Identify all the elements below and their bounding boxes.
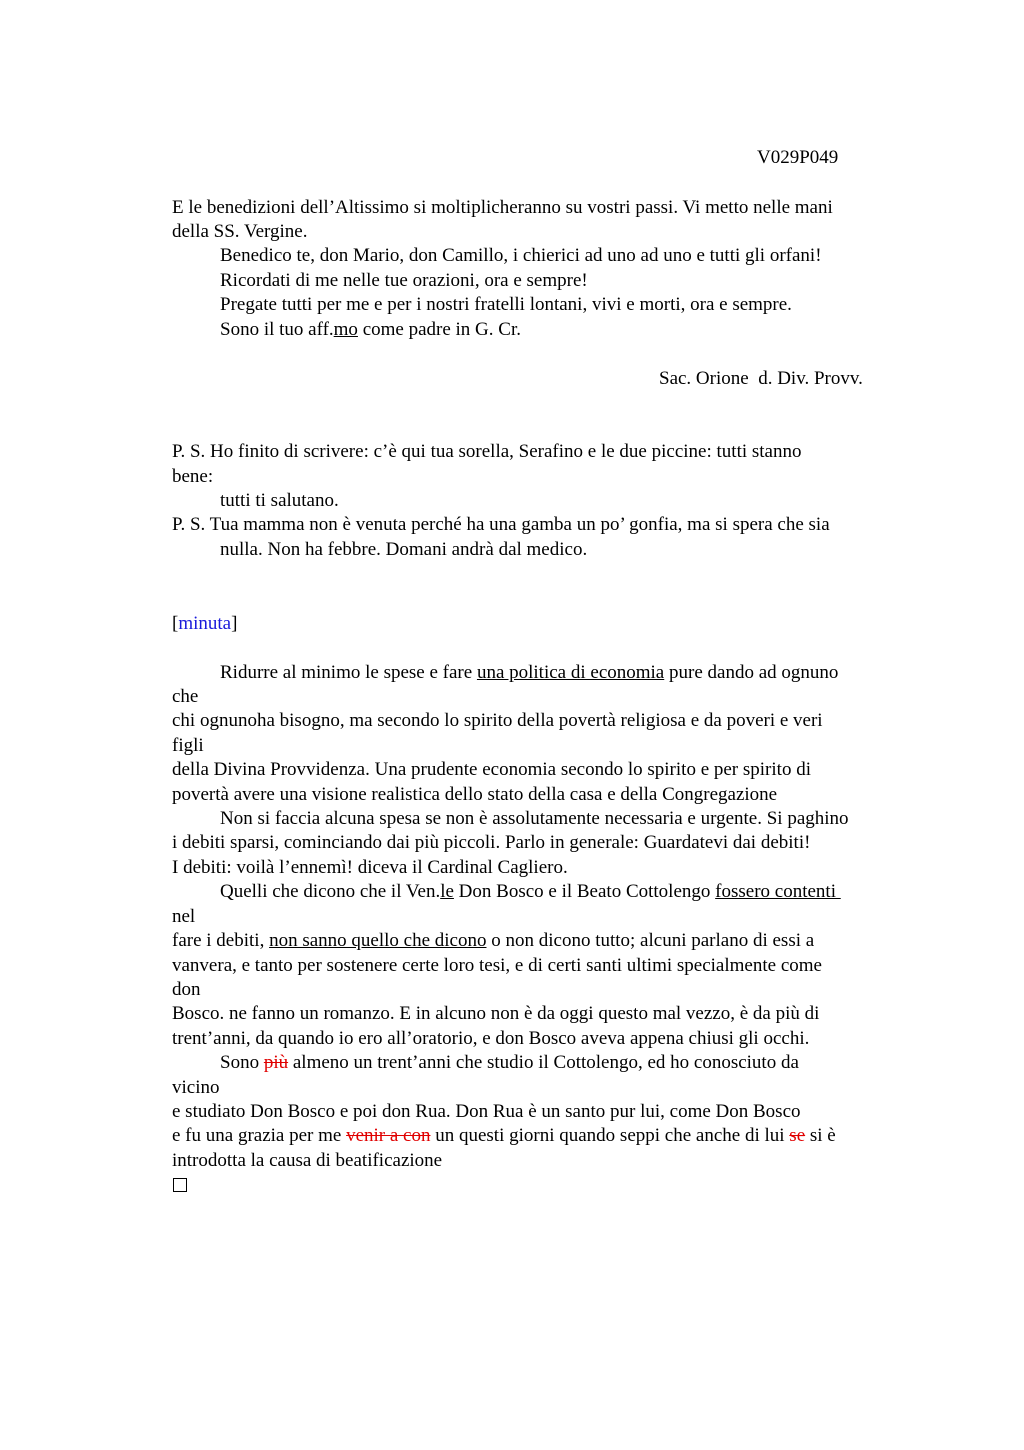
letter-line-benedico: Benedico te, don Mario, don Camillo, i chierici ad uno ad uno e tutti gli orfani! (220, 245, 822, 266)
underlined-text: una politica di economia (476, 662, 665, 683)
draft-line: vicino (172, 1077, 220, 1098)
draft-line: e studiato Don Bosco e poi don Rua. Don Rua è un santo pur lui, come Don Bosco (172, 1101, 801, 1122)
underlined-text: mo (333, 319, 358, 340)
draft-line: don (172, 979, 201, 1000)
draft-line (220, 1051, 799, 1075)
postscript-line: nulla. Non ha febbre. Domani andrà dal medico. (220, 539, 588, 560)
draft-line (220, 661, 838, 685)
text-segment: un questi giorni quando seppi che anche di lui (430, 1125, 790, 1146)
letter-paragraph-line: della SS. Vergine. (172, 221, 308, 242)
draft-line (172, 1124, 836, 1148)
draft-line (172, 929, 814, 953)
underlined-text: fossero contenti (715, 881, 841, 902)
text-segment: o non dicono tutto; alcuni parlano di essi a (486, 930, 815, 951)
draft-line: I debiti: voilà l’ennemì! diceva il Cardinal Cagliero. (172, 857, 568, 878)
text-segment: Ridurre al minimo le spese e fare (220, 662, 477, 683)
text-segment: come padre in G. Cr. (357, 319, 521, 340)
text-segment: pure dando ad ognuno (664, 662, 839, 683)
draft-line: povertà avere una visione realistica dello stato della casa e della Congregazione (172, 784, 778, 805)
empty-box-symbol (173, 1178, 187, 1192)
text-segment: almeno un trent’anni che studio il Cottolengo, ed ho conosciuto da (288, 1052, 799, 1073)
draft-line (220, 880, 841, 904)
page-code: V029P049 (757, 147, 839, 168)
underlined-text: non sanno quello che dicono (269, 930, 487, 951)
text-segment: fare i debiti, (172, 930, 270, 951)
postscript-line: tutti ti salutano. (220, 490, 339, 511)
draft-line: chi ognunoha bisogno, ma secondo lo spirito della povertà religiosa e da poveri e veri (172, 710, 823, 731)
draft-line: nel (172, 906, 196, 927)
text-segment: Sono (220, 1052, 264, 1073)
deleted-text: venir a con (346, 1125, 431, 1146)
deleted-text: più (263, 1052, 289, 1073)
letter-paragraph-line: E le benedizioni dell’Altissimo si moltiplicheranno su vostri passi. Vi metto nelle mani (172, 197, 833, 218)
draft-line: figli (172, 735, 204, 756)
bracket: [ (172, 613, 179, 634)
letter-line-pregate: Pregate tutti per me e per i nostri fratelli lontani, vivi e morti, ora e sempre. (220, 294, 792, 315)
draft-line: che (172, 686, 199, 707)
bracket: ] (231, 613, 238, 634)
text-segment: Don Bosco e il Beato Cottolengo (453, 881, 716, 902)
postscript-line: P. S. Tua mamma non è venuta perché ha una gamba un po’ gonfia, ma si spera che sia (172, 514, 830, 535)
draft-line: Non si faccia alcuna spesa se non è assolutamente necessaria e urgente. Si paghino (220, 808, 849, 829)
text-segment: Sono il tuo aff. (220, 319, 334, 340)
draft-line: Bosco. ne fanno un romanzo. E in alcuno non è da oggi questo mal vezzo, è da più di (172, 1003, 820, 1024)
draft-line: introdotta la causa di beatificazione (172, 1150, 443, 1171)
postscript-line: bene: (172, 466, 214, 487)
letter-line-sono (220, 318, 521, 342)
draft-line: trent’anni, da quando io ero all’oratorio, e don Bosco aveva appena chiusi gli occhi. (172, 1028, 810, 1049)
minuta-heading (172, 612, 237, 636)
text-segment: si è (805, 1125, 836, 1146)
text-segment: e fu una grazia per me (172, 1125, 347, 1146)
letter-line-ricordati: Ricordati di me nelle tue orazioni, ora e sempre! (220, 270, 588, 291)
minuta-label: minuta (178, 613, 232, 634)
postscript-line: P. S. Ho finito di scrivere: c’è qui tua sorella, Serafino e le due piccine: tutti stanno (172, 441, 802, 462)
text-segment: Quelli che dicono che il Ven. (220, 881, 441, 902)
signature: Sac. Orione d. Div. Provv. (659, 368, 863, 389)
draft-line: della Divina Provvidenza. Una prudente economia secondo lo spirito e per spirito di (172, 759, 811, 780)
deleted-text: se (789, 1125, 806, 1146)
underlined-text: le (440, 881, 454, 902)
draft-line: vanvera, e tanto per sostenere certe loro tesi, e di certi santi ultimi specialmente come (172, 955, 822, 976)
draft-line: i debiti sparsi, cominciando dai più piccoli. Parlo in generale: Guardatevi dai debiti! (172, 832, 811, 853)
